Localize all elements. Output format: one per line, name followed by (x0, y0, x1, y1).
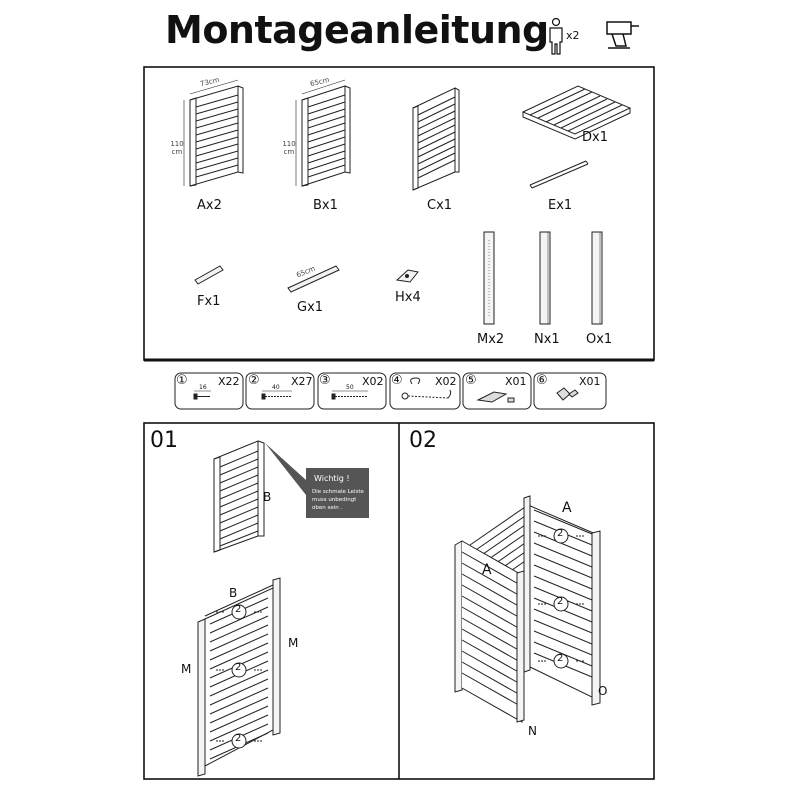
person-icon (550, 19, 562, 55)
step2-marker-2: 2 (557, 596, 564, 607)
hardware-3-index: ③ (319, 373, 331, 388)
part-a-label: Ax2 (197, 198, 222, 213)
part-d-drawing (523, 86, 630, 139)
part-h-label: Hx4 (395, 290, 421, 305)
part-o-drawing (592, 232, 602, 324)
hardware-2-qty: X27 (291, 375, 313, 388)
important-note (306, 468, 369, 518)
step-1-number: 01 (150, 428, 178, 453)
step1-top-label: B (229, 586, 238, 600)
part-h-drawing (397, 270, 418, 282)
part-c-label: Cx1 (427, 198, 453, 213)
hardware-3-qty: X02 (362, 375, 384, 388)
part-f-label: Fx1 (197, 294, 221, 309)
tool-5-icon (478, 392, 514, 402)
part-m-label: Mx2 (477, 332, 505, 347)
part-a-width: 73cm (199, 75, 221, 89)
step1-marker-1: 2 (235, 604, 242, 615)
step2-assembly (455, 496, 600, 722)
note-title: Wichtig ! (314, 474, 350, 483)
tool-6-icon (557, 388, 578, 400)
part-n-label: Nx1 (534, 332, 560, 347)
step2-marker-3: 2 (557, 653, 564, 664)
persons-count: x2 (566, 29, 580, 42)
screw-40-icon (262, 391, 292, 399)
hardware-3-size: 50 (346, 384, 354, 391)
step-2-number: 02 (409, 428, 437, 453)
part-a-drawing (184, 80, 243, 186)
part-n-drawing (540, 232, 550, 324)
parts-frame (144, 67, 654, 360)
step1-marker-2: 2 (235, 662, 242, 673)
step1-marker-3: 2 (235, 733, 242, 744)
part-g-length: 65cm (295, 264, 317, 280)
hardware-6-qty: X01 (579, 375, 601, 388)
screw-50-icon (332, 391, 368, 399)
part-m-drawing (484, 232, 494, 324)
hardware-2-index: ② (248, 373, 260, 388)
step1-left-label: M (181, 662, 192, 676)
step1-right-label: M (288, 636, 299, 650)
part-d-label: Dx1 (582, 130, 608, 145)
part-a-height: 110 cm (170, 140, 184, 156)
hardware-6-index: ⑥ (536, 373, 548, 388)
hardware-1-qty: X22 (218, 375, 240, 388)
part-e-drawing (530, 161, 588, 188)
part-b-width: 65cm (309, 75, 331, 89)
step2-n-label: N (528, 724, 537, 738)
part-f-drawing (195, 266, 223, 284)
step2-marker-1: 2 (557, 528, 564, 539)
hardware-5-qty: X01 (505, 375, 527, 388)
note-text: Die schmale Leiste muss unbedingt oben sein . (312, 489, 364, 511)
part-b-drawing (296, 80, 350, 186)
part-c-drawing (413, 88, 459, 190)
step2-o-label: O (598, 684, 608, 698)
hardware-4-index: ④ (391, 373, 403, 388)
hardware-1-size: 16 (199, 384, 207, 391)
part-b-label: Bx1 (313, 198, 338, 213)
hardware-2-size: 40 (272, 384, 280, 391)
part-g-label: Gx1 (297, 300, 324, 315)
part-e-label: Ex1 (548, 198, 573, 213)
drill-icon (607, 22, 639, 48)
part-b-height: 110 cm (282, 140, 296, 156)
hardware-5-index: ⑤ (465, 373, 477, 388)
callout-pointer (265, 443, 306, 495)
step2-back-label: A (562, 500, 572, 516)
step2-front-label: A (482, 562, 492, 578)
screw-16-icon (194, 391, 211, 399)
step1-panel-label: B (263, 490, 272, 504)
step1-panel-b (214, 441, 264, 552)
part-o-label: Ox1 (586, 332, 613, 347)
page-title: Montageanleitung (165, 8, 549, 52)
hardware-4-qty: X02 (435, 375, 457, 388)
hardware-1-index: ① (176, 373, 188, 388)
